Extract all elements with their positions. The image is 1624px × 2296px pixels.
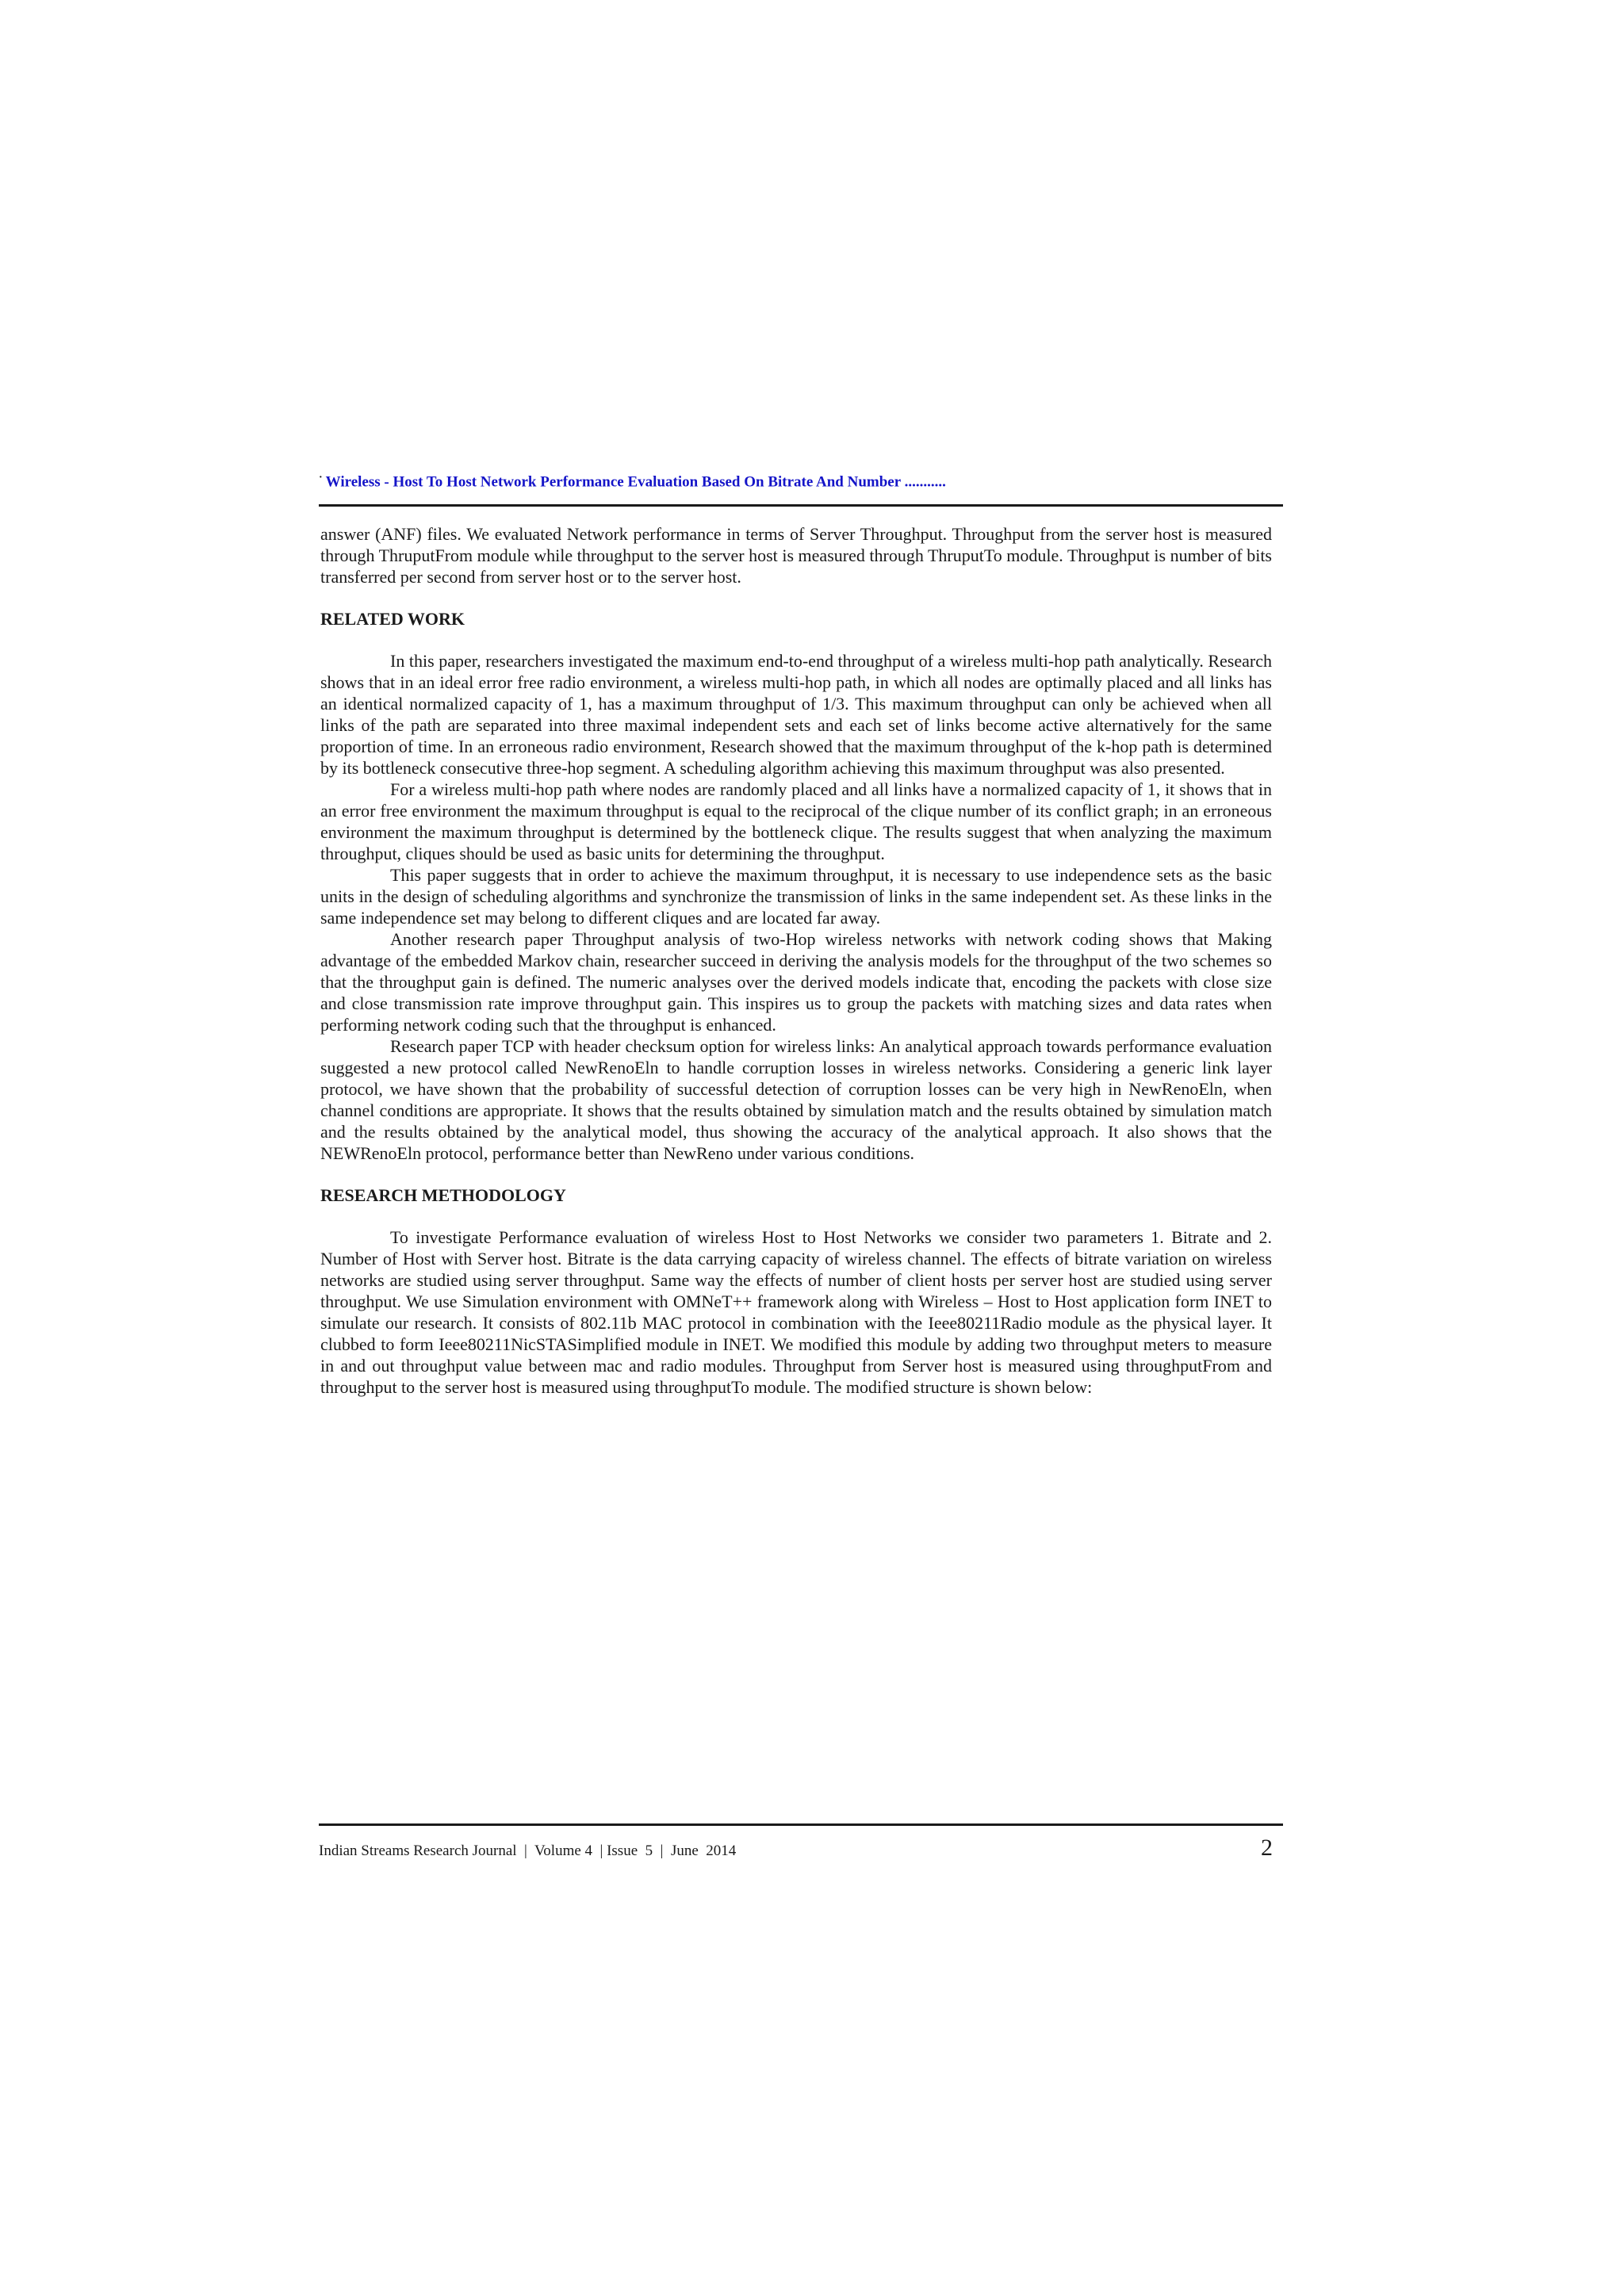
- running-header: [319, 468, 1283, 492]
- page-number: 2: [1261, 1835, 1273, 1861]
- body-text: [320, 523, 1272, 1398]
- header-marker: ·: [319, 472, 323, 484]
- header-divider: [319, 504, 1283, 507]
- related-work-paragraph-5: Research paper TCP with header checksum option for wireless links: An analytical approach towards performance evaluation suggested a new protocol called NewRenoEln to handle corruption losses in wireless networks. Considering a generic link layer protocol, we have shown that the probability of successful detection of corruption losses can be very high in NewRenoEln, when channel conditions are appropriate. It shows that the results obtained by simulation match and the results obtained by simulation match and the results obtained by the analytical model, thus showing the accuracy of the analytical approach. It also shows that the NEWRenoEln protocol, performance better than NewReno under various conditions.: [320, 1036, 1272, 1163]
- related-work-paragraph-4: Another research paper Throughput analysis of two-Hop wireless networks with network coding shows that Making advantage of the embedded Markov chain, researcher succeed in deriving the analysis models for the throughput of the two schemes so that the throughput gain is defined. The numeric analyses over the derived models indicate that, encoding the packets with close size and close transmission rate improve throughput gain. This inspires us to group the packets with matching sizes and data rates when performing network coding such that the throughput is enhanced.: [320, 929, 1272, 1035]
- footer-citation: Indian Streams Research Journal | Volume 4 | Issue 5 | June 2014: [319, 1843, 737, 1859]
- related-work-heading: RELATED WORK: [320, 609, 465, 629]
- header-title: Wireless - Host To Host Network Performance Evaluation Based On Bitrate And Number ...........: [325, 473, 946, 491]
- footer-divider: [319, 1823, 1283, 1826]
- related-work-paragraph-2: For a wireless multi-hop path where nodes are randomly placed and all links have a normalized capacity of 1, it shows that in an error free environment the maximum throughput is equal to the reciprocal of the clique number of its conflict graph; in an erroneous environment the maximum throughput is determined by the bottleneck clique. The results suggest that when analyzing the maximum throughput, cliques should be used as basic units for determining the throughput.: [320, 779, 1272, 863]
- research-methodology-heading: RESEARCH METHODOLOGY: [320, 1185, 566, 1205]
- intro-paragraph: answer (ANF) files. We evaluated Network performance in terms of Server Throughput. Throughput from the server host is measured through ThruputFrom module while throughput to the server host is measured through ThruputTo module. Throughput is number of bits transferred per second from server host or to the server host.: [320, 524, 1272, 587]
- related-work-paragraph-3: This paper suggests that in order to achieve the maximum throughput, it is necessary to use independence sets as the basic units in the design of scheduling algorithms and synchronize the transmission of links in the same independent set. As these links in the same independence set may belong to different cliques and are located far away.: [320, 865, 1272, 928]
- related-work-paragraph-1: In this paper, researchers investigated the maximum end-to-end throughput of a wireless multi-hop path analytically. Research shows that in an ideal error free radio environment, a wireless multi-hop path, in which all nodes are optimally placed and all links has an identical normalized capacity of 1, has a maximum throughput of 1/3. This maximum throughput can only be achieved when all links of the path are separated into three maximal independent sets and each set of links become active alternatively for the same proportion of time. In an erroneous radio environment, Research showed that the maximum throughput of the k-hop path is determined by its bottleneck consecutive three-hop segment. A scheduling algorithm achieving this maximum throughput was also presented.: [320, 651, 1272, 778]
- research-methodology-paragraph-1: To investigate Performance evaluation of wireless Host to Host Networks we consider two parameters 1. Bitrate and 2. Number of Host with Server host. Bitrate is the data carrying capacity of wireless channel. The effects of bitrate variation on wireless networks are studied using server throughput. Same way the effects of number of client hosts per server host are studied using server throughput. We use Simulation environment with OMNeT++ framework along with Wireless – Host to Host application form INET to simulate our research. It consists of 802.11b MAC protocol in combination with the Ieee80211Radio module as the physical layer. It clubbed to form Ieee80211NicSTASimplified module in INET. We modified this module by adding two throughput meters to measure in and out throughput value between mac and radio modules. Throughput from Server host is measured using throughputFrom and throughput to the server host is measured using throughputTo module. The modified structure is shown below:: [320, 1227, 1272, 1397]
